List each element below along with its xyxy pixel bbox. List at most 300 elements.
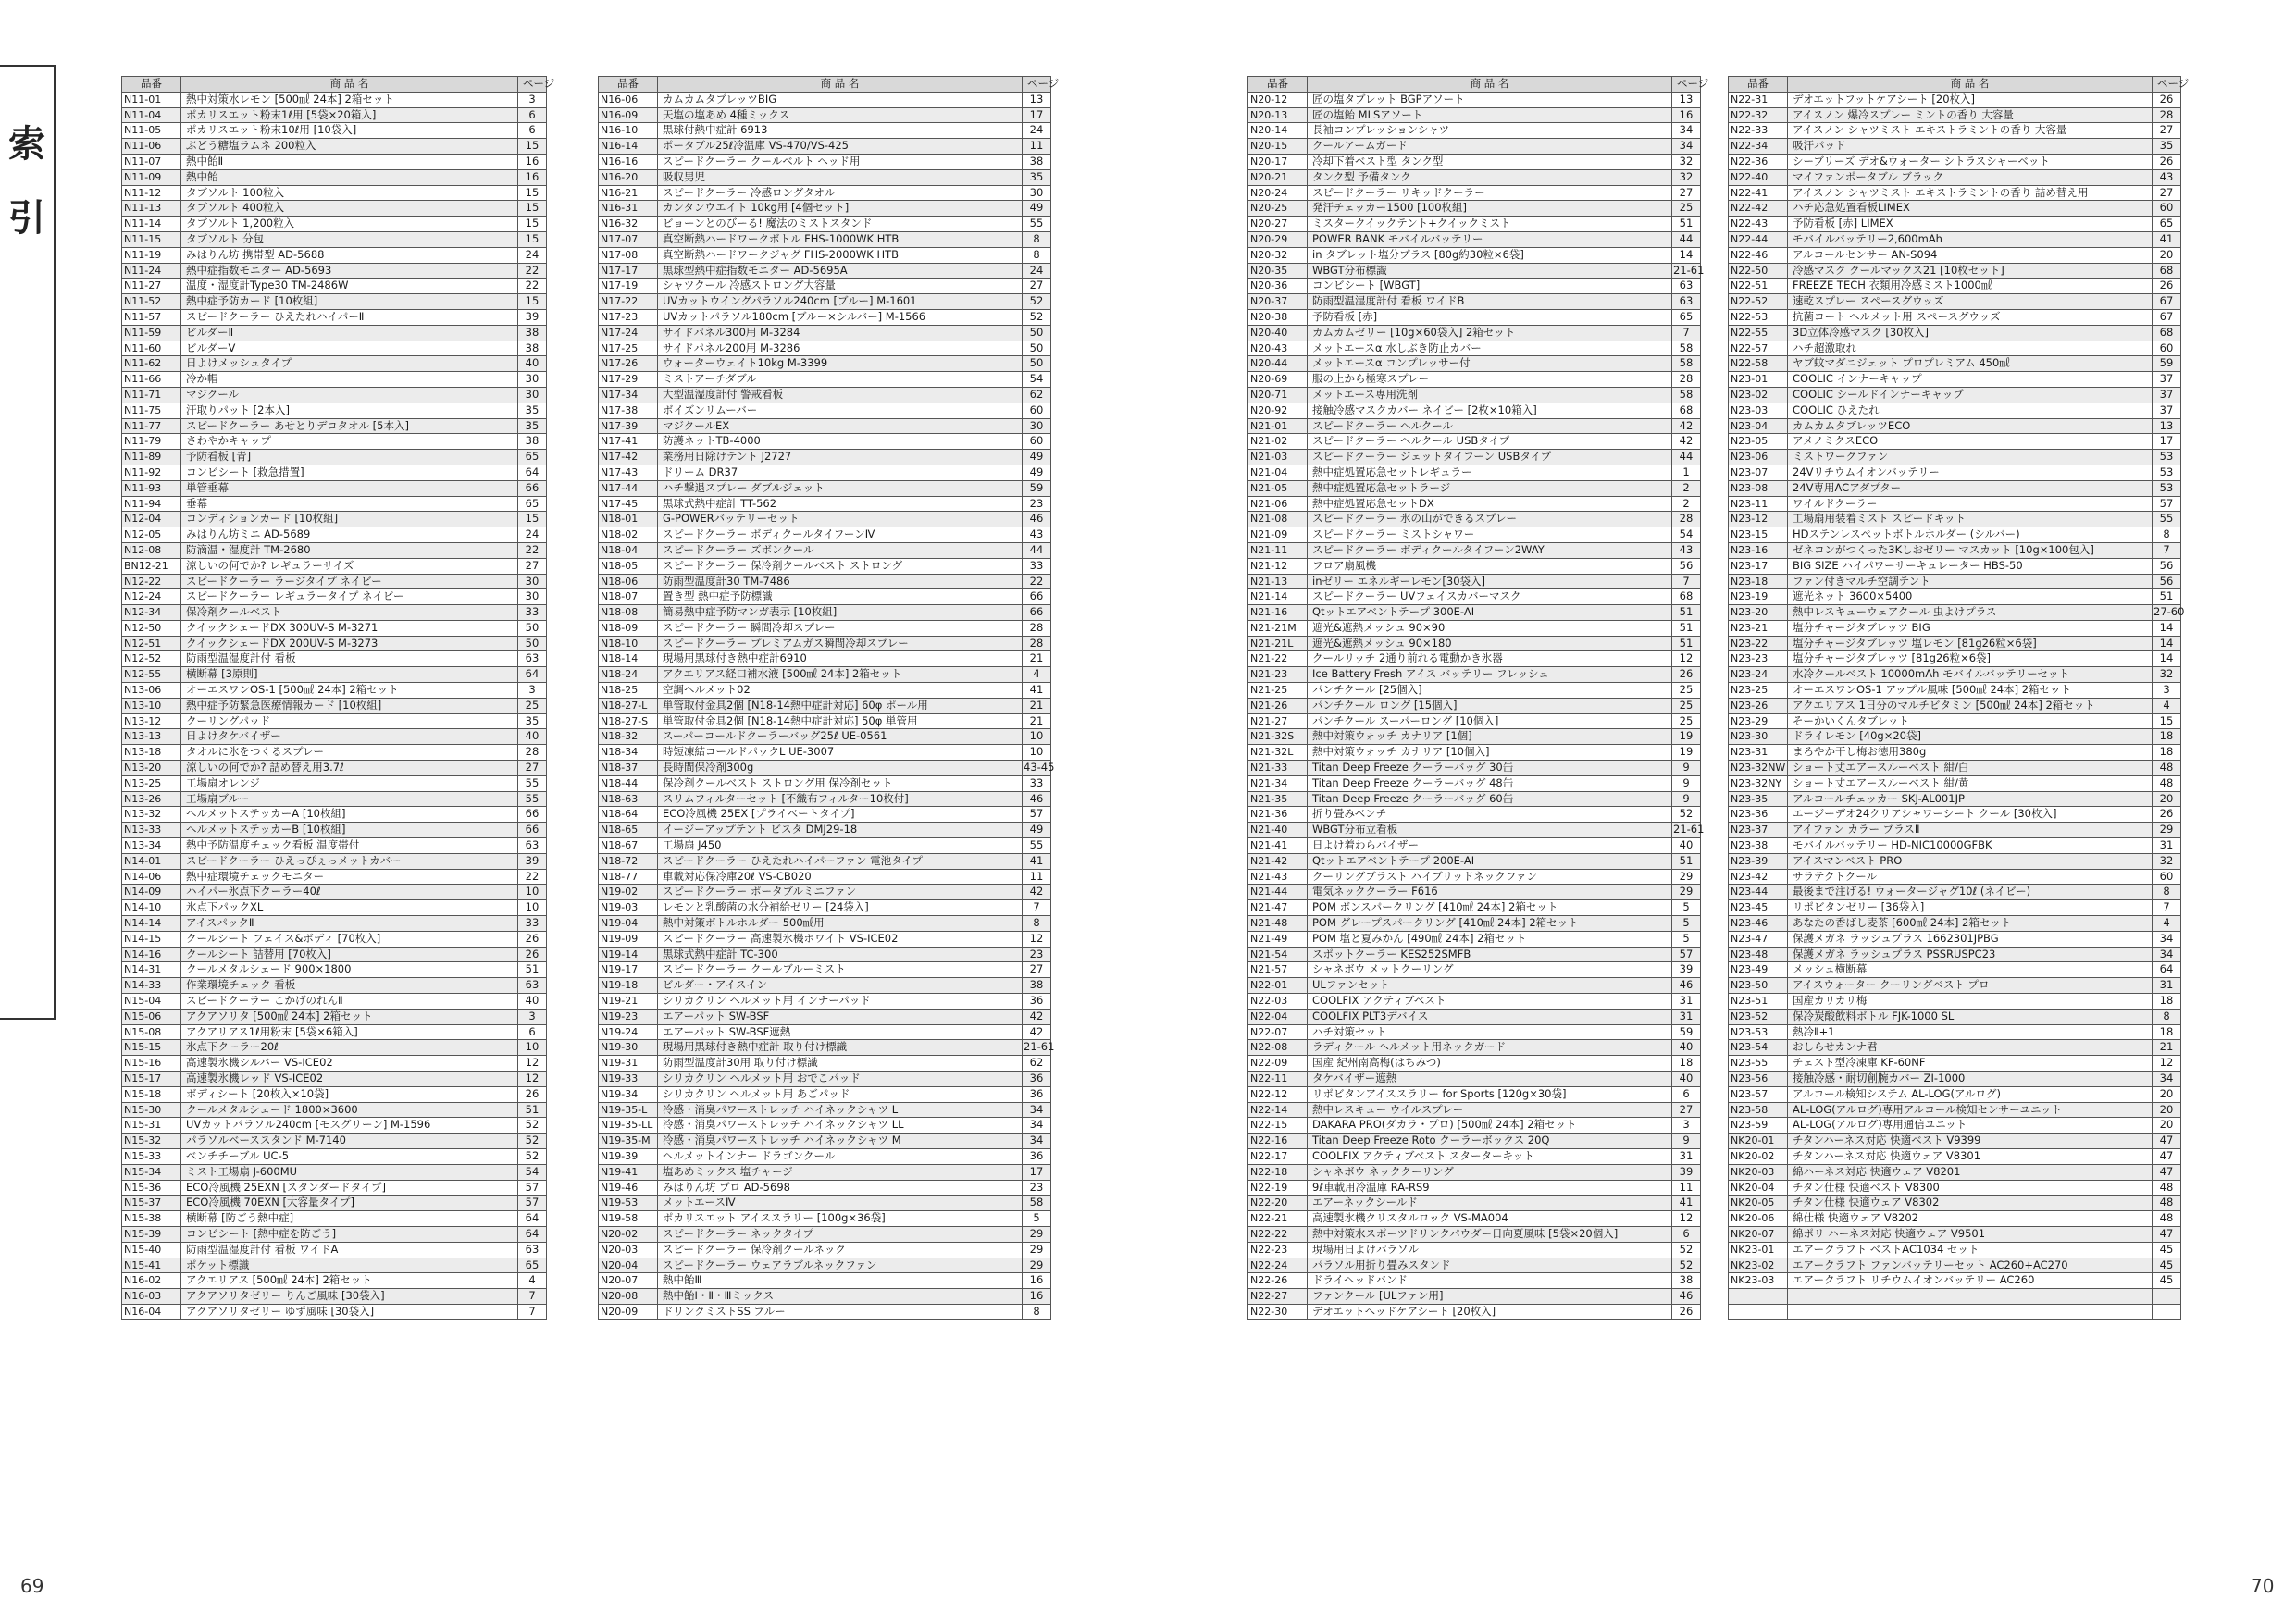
table-row [122,434,547,450]
page-ref-cell: 48 [2153,1196,2181,1211]
product-name-cell: ビルダーⅤ [181,341,518,356]
product-code-cell: N23-25 [1729,683,1788,699]
product-code-cell: N14-15 [122,931,181,947]
page-ref-cell: 58 [1672,356,1701,372]
product-code-cell: N22-26 [1248,1273,1308,1289]
product-code-cell: N16-14 [599,139,658,155]
page-ref-cell: 29 [1672,885,1701,900]
product-code-cell: N22-17 [1248,1148,1308,1164]
product-code-cell: N20-04 [599,1258,658,1273]
product-name-cell: 単管取付金具2個 [N18-14熱中症計対応] 50φ 単管用 [658,713,1023,729]
product-code-cell: N17-43 [599,465,658,480]
product-name-cell: タブソルト 1,200粒入 [181,217,518,232]
page-ref-cell: 51 [1672,605,1701,621]
page-ref-cell: 56 [2153,574,2181,589]
product-name-cell: シリカクリン ヘルメット用 おでこパッド [658,1072,1023,1087]
table-row [599,1148,1051,1164]
product-name-cell: 保護メガネ ラッシュプラス 1662301JPBG [1788,931,2153,947]
product-name-cell: アクアリアス1ℓ用粉末 [5袋×6箱入] [181,1024,518,1040]
table-row [1248,527,1701,543]
table-row [1248,1148,1701,1164]
product-code-cell: N20-44 [1248,356,1308,372]
table-row [599,1118,1051,1134]
table-row [1248,1024,1701,1040]
product-name-cell: 冷感・消臭パワーストレッチ ハイネックシャツ LL [658,1118,1023,1134]
page-ref-cell: 1 [1672,465,1701,480]
product-code-cell: N22-46 [1729,247,1788,263]
product-name-cell: スピードクーラー プレミアムガス瞬間冷却スプレー [658,636,1023,651]
product-code-cell: N23-36 [1729,807,1788,823]
product-code-cell: N20-92 [1248,403,1308,418]
page-ref-cell: 3 [518,683,547,699]
table-row [1729,761,2181,776]
table-row [122,558,547,574]
product-name-cell: 国産 紀州南高梅(はちみつ) [1308,1056,1672,1072]
product-code-cell: N15-38 [122,1211,181,1227]
product-code-cell: N21-54 [1248,947,1308,962]
product-code-cell: N18-10 [599,636,658,651]
product-code-cell: N16-21 [599,185,658,201]
product-code-cell: N19-21 [599,994,658,1010]
index-table-1 [121,76,555,1320]
table-row [1729,294,2181,310]
page-ref-cell: 42 [1672,434,1701,450]
product-code-cell: N15-40 [122,1242,181,1258]
product-name-cell: タブソルト 分包 [181,231,518,247]
product-code-cell: N22-09 [1248,1056,1308,1072]
page-ref-cell: 50 [518,620,547,636]
product-name-cell: 涼しいの何でか? レギュラーサイズ [181,558,518,574]
table-row [1729,620,2181,636]
page-ref-cell: 30 [518,387,547,403]
product-code-cell: N17-25 [599,341,658,356]
product-name-cell: 防護ネットTB-4000 [658,434,1023,450]
product-name-cell: 予防看板 [赤] LIMEX [1788,217,2153,232]
page-ref-cell: 28 [2153,107,2181,123]
product-code-cell: N18-44 [599,775,658,791]
product-name-cell: コンビシート [熱中症を防ごう] [181,1226,518,1242]
table-row [1248,1134,1701,1149]
table-row [599,403,1051,418]
product-code-cell: N18-32 [599,729,658,745]
product-code-cell: N11-01 [122,92,181,107]
table-row [599,885,1051,900]
product-name-cell: レモンと乳酸菌の水分補給ゼリー [24袋入] [658,900,1023,916]
product-code-cell: N18-27-L [599,698,658,713]
product-code-cell: N11-05 [122,123,181,139]
product-code-cell: N11-66 [122,372,181,388]
product-name-cell: みはりん坊ミニ AD-5689 [181,527,518,543]
product-code-cell: N21-04 [1248,465,1308,480]
page-ref-cell: 38 [518,341,547,356]
table-row [599,247,1051,263]
table-row [599,807,1051,823]
page-ref-cell: 15 [518,201,547,217]
page-ref-cell: 52 [518,1148,547,1164]
product-code-cell: N20-13 [1248,107,1308,123]
page-ref-cell: 64 [2153,962,2181,978]
table-row [1248,107,1701,123]
product-code-cell: N17-38 [599,403,658,418]
product-name-cell: そーかいくんタブレット [1788,713,2153,729]
page-ref-cell: 19 [1672,745,1701,761]
product-code-cell: N11-89 [122,450,181,465]
table-row [1729,1040,2181,1056]
page-ref-cell: 29 [2153,823,2181,838]
table-row [1729,729,2181,745]
product-name-cell: アメノミクスECO [1788,434,2153,450]
table-row [122,294,547,310]
product-name-cell: 匠の塩飴 MLSアソート [1308,107,1672,123]
page-ref-cell: 46 [1672,1289,1701,1305]
page-ref-cell: 4 [2153,916,2181,932]
table-row [1729,558,2181,574]
table-row [1248,247,1701,263]
product-name-cell: 折り畳みベンチ [1308,807,1672,823]
page-ref-cell: 31 [2153,978,2181,994]
product-code-cell: N23-35 [1729,791,1788,807]
product-name-cell: あなたの香ばし麦茶 [600㎖ 24本] 2箱セット [1788,916,2153,932]
page-ref-cell: 34 [1023,1118,1051,1134]
product-code-cell: N19-03 [599,900,658,916]
product-code-cell: N23-32NW [1729,761,1788,776]
page-ref-cell: 38 [1672,1273,1701,1289]
table-row [1729,1072,2181,1087]
page-ref-cell: 28 [1672,512,1701,527]
table-row [1729,1118,2181,1134]
page-ref-cell: 58 [1672,387,1701,403]
table-row [122,1134,547,1149]
table-row [1248,885,1701,900]
product-name-cell: スピードクーラー ひえたれハイパーⅡ [181,309,518,325]
product-code-cell: N19-14 [599,947,658,962]
table-header-row [1248,77,1701,93]
page-ref-cell: 57 [2153,496,2181,512]
product-name-cell: 防雨型温湿度計付 看板 ワイドB [1308,294,1672,310]
table-row [1248,201,1701,217]
page-ref-cell: 63 [518,978,547,994]
product-code-cell: N11-59 [122,325,181,341]
page-ref-cell: 23 [1023,496,1051,512]
product-name-cell: スピードクーラー ズボンクール [658,542,1023,558]
product-code-cell: N23-51 [1729,994,1788,1010]
product-code-cell: N17-19 [599,279,658,294]
index-panel-3 [1247,76,1709,1320]
product-code-cell: N18-02 [599,527,658,543]
page-ref-cell: 19 [1672,729,1701,745]
product-code-cell: N19-35-M [599,1134,658,1149]
page-ref-cell: 41 [2153,231,2181,247]
table-row [1248,994,1701,1010]
table-row [122,1024,547,1040]
product-code-cell: N23-39 [1729,853,1788,869]
table-row [1729,1148,2181,1164]
table-row [122,947,547,962]
product-code-cell: N12-51 [122,636,181,651]
product-name-cell: クールリッチ 2通り前れる電動かき氷器 [1308,651,1672,667]
page-ref-cell: 24 [518,247,547,263]
page-ref-cell: 65 [518,496,547,512]
product-name-cell: 冷却下着ベスト型 タンク型 [1308,154,1672,169]
table-row [1248,294,1701,310]
product-code-cell: N22-22 [1248,1226,1308,1242]
page-ref-cell: 55 [1023,217,1051,232]
page-ref-cell: 27 [1672,1102,1701,1118]
page-ref-cell: 42 [1023,885,1051,900]
page-ref-cell: 22 [518,263,547,279]
table-row [1248,745,1701,761]
product-code-cell: N20-24 [1248,185,1308,201]
page-ref-cell: 45 [2153,1258,2181,1273]
page-ref-cell: 7 [1023,900,1051,916]
product-name-cell: アルコールセンサー AN-S094 [1788,247,2153,263]
product-name-cell: 天塩の塩あめ 4種ミックス [658,107,1023,123]
page-ref-cell: 65 [518,1258,547,1273]
table-row [1729,1211,2181,1227]
table-row [1729,356,2181,372]
product-name-cell: 匠の塩タブレット BGPアソート [1308,92,1672,107]
product-name-cell: チタンハーネス対応 快適ウェア V8301 [1788,1148,2153,1164]
product-code-cell: N11-19 [122,247,181,263]
page-ref-cell: 34 [1023,1102,1051,1118]
product-code-cell: N21-47 [1248,900,1308,916]
product-name-cell: 熱中レスキューウェアクール 虫よけプラス [1788,605,2153,621]
page-ref-cell: 43-45 [1023,761,1051,776]
product-name-cell: アイスノン シャツミスト エキストラミントの香り 詰め替え用 [1788,185,2153,201]
product-code-cell: N15-16 [122,1056,181,1072]
page-ref-cell: 15 [518,139,547,155]
product-code-cell: N11-79 [122,434,181,450]
table-row [1248,1273,1701,1289]
product-code-cell: N23-20 [1729,605,1788,621]
page-ref-cell: 58 [1672,341,1701,356]
table-row [599,620,1051,636]
page-ref-cell: 8 [2153,527,2181,543]
page-ref-cell: 38 [518,325,547,341]
product-name-cell: コンビシート [救急措置] [181,465,518,480]
index-sidebar-tab [0,65,56,1020]
product-code-cell: N21-41 [1248,838,1308,854]
page-ref-cell: 12 [518,1056,547,1072]
product-name-cell: Titan Deep Freeze クーラーバッグ 60缶 [1308,791,1672,807]
product-name-cell: 置き型 熱中症予防標識 [658,589,1023,605]
table-row [122,1072,547,1087]
product-code-cell: N20-69 [1248,372,1308,388]
product-name-cell: 抗菌コート ヘルメット用 スペースグウッズ [1788,309,2153,325]
product-code-cell: N23-59 [1729,1118,1788,1134]
page-ref-cell: 16 [1023,1289,1051,1305]
page-ref-cell: 28 [1023,620,1051,636]
product-name-cell: スピードクーラー レギュラータイプ ネイビー [181,589,518,605]
page-ref-cell: 47 [2153,1148,2181,1164]
table-row [122,154,547,169]
page-ref-cell: 52 [1672,1242,1701,1258]
page-ref-cell: 45 [2153,1273,2181,1289]
product-name-cell: 氷点下パックXL [181,900,518,916]
product-name-cell: 綿ハーネス対応 快適ウェア V8201 [1788,1164,2153,1180]
product-name-cell: 工場扇 J450 [658,838,1023,854]
product-code-cell [1729,1304,1788,1319]
table-row [1729,263,2181,279]
index-table-4 [1728,76,2190,1320]
product-code-cell: N11-52 [122,294,181,310]
page-ref-cell: 5 [1023,1211,1051,1227]
page-ref-cell: 67 [2153,294,2181,310]
header-code: 品番 [122,77,181,93]
product-code-cell: N13-20 [122,761,181,776]
product-code-cell: N21-32S [1248,729,1308,745]
page-ref-cell: 54 [1672,527,1701,543]
page-ref-cell: 27-60 [2153,605,2181,621]
product-code-cell: N19-04 [599,916,658,932]
product-code-cell: N20-29 [1248,231,1308,247]
product-name-cell: スリムフィルターセット [不織布フィルター10枚付] [658,791,1023,807]
product-code-cell: N14-01 [122,853,181,869]
product-code-cell: N22-36 [1729,154,1788,169]
page-ref-cell: 52 [1672,807,1701,823]
table-row [1248,512,1701,527]
product-code-cell: N11-57 [122,309,181,325]
product-name-cell: エアークラフト ファンバッテリーセット AC260+AC270 [1788,1258,2153,1273]
product-name-cell: クイックシェードDX 300UV-S M-3271 [181,620,518,636]
product-code-cell: N15-04 [122,994,181,1010]
page-ref-cell: 3 [518,92,547,107]
product-name-cell: ファン付きマルチ空調テント [1788,574,2153,589]
product-name-cell: AL-LOG(アルログ)専用アルコール検知センサーユニット [1788,1102,2153,1118]
product-name-cell: アルコール検知システム AL-LOG(アルログ) [1788,1086,2153,1102]
product-name-cell: 熱中症予防カード [10枚組] [181,294,518,310]
table-row [599,636,1051,651]
page-ref-cell: 30 [518,372,547,388]
product-code-cell: NK23-03 [1729,1273,1788,1289]
header-name: 商 品 名 [181,77,518,93]
page-ref-cell: 28 [1023,636,1051,651]
product-name-cell: ウォーターウェイト10kg M-3399 [658,356,1023,372]
product-name-cell: エージーデオ24クリアシャワーシート クール [30枚入] [1788,807,2153,823]
table-row [122,1180,547,1196]
product-code-cell: N23-38 [1729,838,1788,854]
table-row [122,636,547,651]
product-name-cell: 熱中症処置応急セットラージ [1308,480,1672,496]
product-name-cell: ドリンクミストSS ブルー [658,1304,1023,1319]
product-name-cell: チタン仕様 快適ベスト V8300 [1788,1180,2153,1196]
table-row [1248,869,1701,885]
page-ref-cell: 31 [2153,838,2181,854]
page-ref-cell: 25 [1672,713,1701,729]
product-code-cell: N20-43 [1248,341,1308,356]
product-code-cell: N19-35-LL [599,1118,658,1134]
page-ref-cell: 57 [518,1180,547,1196]
product-name-cell: G-POWERバッテリーセット [658,512,1023,527]
page-ref-cell: 36 [1023,1072,1051,1087]
page-ref-cell: 52 [1023,309,1051,325]
product-code-cell: N16-31 [599,201,658,217]
table-row [599,761,1051,776]
product-name-cell: タンク型 予備タンク [1308,169,1672,185]
product-code-cell: N21-26 [1248,698,1308,713]
product-name-cell: スピードクーラー ネックタイプ [658,1226,1023,1242]
product-name-cell: 横断幕 [3原則] [181,667,518,683]
table-row [599,1072,1051,1087]
page-ref-cell: 59 [1672,1024,1701,1040]
product-code-cell: N22-20 [1248,1196,1308,1211]
product-name-cell: ハチ超激取れ [1788,341,2153,356]
product-name-cell: 車載対応保冷庫20ℓ VS-CB020 [658,869,1023,885]
product-code-cell: N21-33 [1248,761,1308,776]
header-code: 品番 [1729,77,1788,93]
product-code-cell: N23-06 [1729,450,1788,465]
table-row [599,107,1051,123]
page-ref-cell: 66 [1023,605,1051,621]
page-ref-cell: 20 [2153,1102,2181,1118]
product-code-cell: N23-08 [1729,480,1788,496]
table-row [1248,1164,1701,1180]
product-code-cell: NK20-05 [1729,1196,1788,1211]
table-row [1248,900,1701,916]
product-name-cell: 黒球付熱中症計 6913 [658,123,1023,139]
table-row [1729,1273,2181,1289]
product-code-cell: N11-14 [122,217,181,232]
product-name-cell: ミスタークイックテント+クイックミスト [1308,217,1672,232]
page-ref-cell: 65 [2153,217,2181,232]
product-name-cell: WBGT分布立看板 [1308,823,1672,838]
table-row [1729,434,2181,450]
page-ref-cell: 26 [2153,92,2181,107]
page-ref-cell: 59 [1023,480,1051,496]
product-code-cell: N23-52 [1729,1009,1788,1024]
product-code-cell: N22-08 [1248,1040,1308,1056]
product-name-cell: Qtットエアベントテープ 200E-AI [1308,853,1672,869]
table-row [1729,636,2181,651]
page-ref-cell: 50 [1023,356,1051,372]
product-name-cell: 熱中飴Ⅰ・Ⅱ・Ⅲミックス [658,1289,1023,1305]
table-row [599,309,1051,325]
product-code-cell: N23-12 [1729,512,1788,527]
page-ref-cell: 21 [1023,713,1051,729]
table-row [599,263,1051,279]
product-code-cell: N15-31 [122,1118,181,1134]
table-row [1729,807,2181,823]
product-name-cell: みはりん坊 携帯型 AD-5688 [181,247,518,263]
product-code-cell: N21-22 [1248,651,1308,667]
product-code-cell: NK20-03 [1729,1164,1788,1180]
page-number-right: 70 [2251,1575,2275,1597]
product-code-cell: N11-92 [122,465,181,480]
page-ref-cell: 10 [518,1040,547,1056]
product-code-cell: N23-53 [1729,1024,1788,1040]
table-row [1248,962,1701,978]
page-ref-cell: 47 [2153,1226,2181,1242]
page-ref-cell: 48 [2153,761,2181,776]
page-ref-cell: 38 [518,434,547,450]
table-row [122,263,547,279]
product-code-cell: N19-58 [599,1211,658,1227]
page-ref-cell: 13 [1672,92,1701,107]
page-ref-cell: 35 [518,418,547,434]
table-row [1248,775,1701,791]
product-code-cell: N23-04 [1729,418,1788,434]
product-code-cell: N11-71 [122,387,181,403]
product-code-cell: N21-57 [1248,962,1308,978]
product-name-cell: ショート丈エアースルーベスト 紺/白 [1788,761,2153,776]
page-ref-cell: 37 [2153,387,2181,403]
page-ref-cell: 6 [518,107,547,123]
product-name-cell: POM 塩と夏みかん [490㎖ 24本] 2箱セット [1308,931,1672,947]
product-name-cell: スピードクーラー ポータブルミニファン [658,885,1023,900]
product-code-cell: N19-53 [599,1196,658,1211]
page-ref-cell: 29 [1672,869,1701,885]
product-code-cell: N23-57 [1729,1086,1788,1102]
